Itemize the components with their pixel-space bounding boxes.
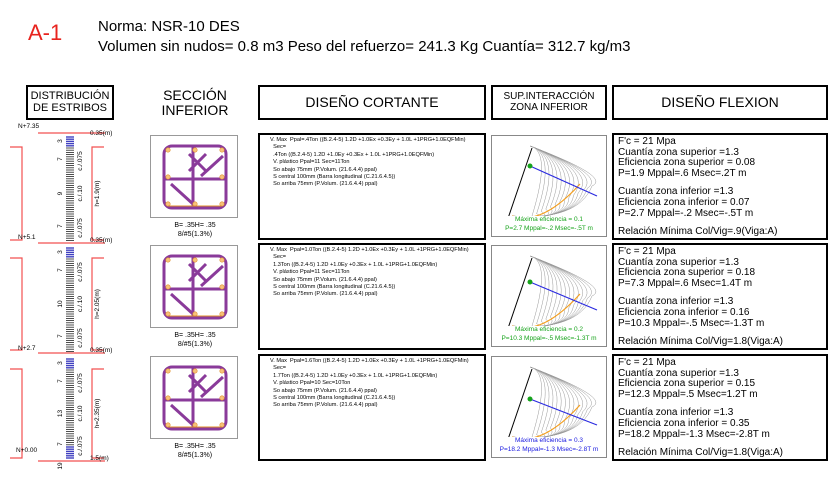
shear-design-panel — [258, 243, 486, 350]
stirrup-distribution — [0, 0, 130, 486]
zone-end-length: 0.35(m) — [90, 237, 113, 244]
header-stirrups: DISTRIBUCIÓN DE ESTRIBOS — [26, 85, 114, 120]
interaction-curve — [512, 184, 580, 216]
shear-line: 1.7Ton ((B.2.4-5) 1.2D +1.0Ey +0.3Ex + 1.0L +1PRG+1.0EQFMin) — [270, 372, 438, 379]
flexion-line: Cuantía zona superior =1.3 — [618, 367, 739, 379]
flexion-line: P=7.3 Mppal=.6 Msec=1.4T m — [618, 277, 753, 289]
shear-line: V. plástico Ppal=11 Sec=11Ton — [270, 159, 350, 166]
shear-line: So arriba 75mm (P.Volum. (21.6.4.4) ppal) — [270, 291, 378, 298]
design-code: Norma: NSR-10 DES — [98, 18, 240, 35]
stirrup-spacing: c./.075 — [77, 436, 84, 456]
section-dims: B= .35H= .35 — [174, 332, 216, 339]
flexion-design-panel — [612, 133, 828, 240]
flexion-line: Relación Mínima Col/Vig=1.8(Viga:A) — [618, 336, 783, 348]
shear-design-panel — [258, 354, 486, 461]
flexion-line: F'c = 21 Mpa — [618, 136, 676, 147]
section-dims: B= .35H= .35 — [174, 443, 216, 450]
rebar-icon — [151, 246, 237, 327]
shear-line: S central 100mm (Barra longitudinal (C.21.6.4.5)) — [270, 174, 396, 181]
header-flexion: DISEÑO FLEXION — [612, 85, 828, 120]
zone-height: h=2.35(m) — [94, 398, 101, 429]
max-efficiency: Máxima eficiencia = 0.2 — [514, 326, 584, 333]
shear-design-panel — [258, 133, 486, 240]
shear-line: 1.3Ton ((B.2.4-5) 1.2D +1.0Ey +0.3Ex + 1.0L +1PRG+1.0EQFMin) — [270, 261, 438, 268]
section-caption — [150, 442, 240, 460]
section-drawing — [150, 356, 238, 439]
interaction-caption — [491, 436, 607, 454]
stirrup-count: 7 — [57, 442, 64, 446]
stirrup-spacing: c./.10 — [77, 185, 84, 202]
flexion-line: Eficiencia zona superior = 0.18 — [618, 267, 756, 279]
section-bars: 8/#5(1.3%) — [177, 231, 213, 238]
stirrup-count: 13 — [57, 409, 64, 418]
section-dims: B= .35H= .35 — [174, 222, 216, 229]
section-caption — [150, 221, 240, 239]
shear-line: .4Ton ((B.2.4-5) 1.2D +1.0Ey +0.3Ex + 1.0L +1PRG+1.0EQFMin) — [270, 151, 435, 158]
flexion-line: Cuantía zona inferior =1.3 — [618, 296, 734, 308]
level-label: N+7.35 — [18, 123, 40, 130]
flexion-design-panel — [612, 354, 828, 461]
level-label: N+0.00 — [16, 447, 38, 454]
stirrup-count: 7 — [57, 334, 64, 338]
load-point-icon — [528, 280, 533, 285]
interaction-values: P=2.7 Mppal=-.2 Msec=-.5T m — [505, 225, 593, 232]
shear-line: V. Max Ppal=1.0Ton ((B.2.4-5) 1.2D +1.0Ex +0.3Ey + 1.0L +1PRG+1.0EQFMin) — [270, 247, 469, 253]
stirrup-spacing: c./.075 — [77, 328, 84, 348]
flexion-line: Cuantía zona superior =1.3 — [618, 256, 739, 268]
shear-line: V. plástico Ppal=11 Sec=11Ton — [270, 269, 350, 276]
max-efficiency: Máxima eficiencia = 0.1 — [514, 216, 584, 223]
section-drawing — [150, 135, 238, 218]
header-section: SECCIÓN INFERIOR — [161, 86, 229, 118]
stirrup-spacing: c./.075 — [77, 262, 84, 282]
element-code: A-1 — [28, 20, 63, 45]
section-bars: 8/#5(1.3%) — [177, 452, 213, 459]
stirrup-count: 7 — [57, 224, 64, 228]
interaction-curve — [512, 405, 580, 437]
stirrup-count: 3 — [57, 139, 64, 143]
header-interaction: SUP.INTERACCIÓN ZONA INFERIOR — [491, 85, 607, 120]
interaction-caption — [491, 325, 607, 343]
rebar-icon — [151, 357, 237, 438]
shear-line: So arriba 75mm (P.Volum. (21.6.4.4) ppal) — [270, 402, 378, 409]
shear-line: So abajo 75mm (P.Volum. (21.6.4.4) ppal) — [270, 166, 377, 173]
shear-line: Sec= — [270, 365, 287, 372]
stirrup-spacing: c./.10 — [77, 405, 84, 422]
interaction-values: P=10.3 Mppal=-.5 Msec=-1.3T m — [501, 335, 597, 342]
flexion-line: Cuantía zona inferior =1.3 — [618, 407, 734, 419]
flexion-line: P=18.2 Mppal=-1.3 Msec=-2.8T m — [618, 428, 770, 440]
stirrup-spacing: c./.075 — [77, 218, 84, 238]
shear-line: S central 100mm (Barra longitudinal (C.21.6.4.5)) — [270, 395, 396, 402]
section-bars: 8/#5(1.3%) — [177, 341, 213, 348]
flexion-line: F'c = 21 Mpa — [618, 246, 676, 257]
summary-line: Volumen sin nudos= 0.8 m3 Peso del refuerzo= 241.3 Kg Cuantía= 312.7 kg/m3 — [98, 38, 631, 55]
shear-line: V. Max Ppal=.4Ton ((B.2.4-5) 1.2D +1.0Ex +0.3Ey + 1.0L +1PRG+1.0EQFMin) — [270, 137, 466, 143]
header-shear: DISEÑO CORTANTE — [258, 85, 486, 120]
flexion-line: P=10.3 Mppal=-.5 Msec=-1.3T m — [618, 317, 765, 329]
zone-end-length: 1.5(m) — [90, 455, 109, 462]
shear-line: V. Max Ppal=1.6Ton ((B.2.4-5) 1.2D +1.0Ex +0.3Ey + 1.0L +1PRG+1.0EQFMin) — [270, 358, 469, 364]
flexion-line: P=2.7 Mppal=-.2 Msec=-.5T m — [618, 207, 754, 219]
flexion-line: Cuantía zona superior =1.3 — [618, 146, 739, 158]
flexion-line: Relación Mínima Col/Vig=1.8(Viga:A) — [618, 447, 783, 459]
flexion-line: Relación Mínima Col/Vig=.9(Viga:A) — [618, 226, 778, 238]
zone-bracket — [10, 147, 22, 240]
level-label: N+5.1 — [18, 234, 36, 241]
stirrup-count: 7 — [57, 268, 64, 272]
stirrup-spacing: c./.075 — [77, 373, 84, 393]
zone-bracket — [10, 369, 22, 458]
interaction-values: P=18.2 Mppal=-1.3 Msec=-2.8T m — [499, 446, 599, 453]
shear-line: Sec= — [270, 144, 287, 151]
stirrup-count: 3 — [57, 361, 64, 365]
stirrup-count: 19 — [57, 462, 64, 470]
stirrup-count: 10 — [57, 300, 64, 308]
stirrup-count: 7 — [57, 157, 64, 161]
flexion-line: Eficiencia zona inferior = 0.35 — [618, 417, 750, 429]
shear-line: So arriba 75mm (P.Volum. (21.6.4.4) ppal) — [270, 181, 378, 188]
flexion-line: Cuantía zona inferior =1.3 — [618, 186, 734, 198]
flexion-line: P=1.9 Mppal=.6 Msec=.2T m — [618, 167, 747, 179]
stirrup-count: 9 — [57, 191, 64, 196]
shear-line: S central 100mm (Barra longitudinal (C.21.6.4.5)) — [270, 284, 396, 291]
interaction-caption — [491, 215, 607, 233]
flexion-line: Eficiencia zona inferior = 0.16 — [618, 306, 750, 318]
flexion-line: Eficiencia zona superior = 0.08 — [618, 157, 756, 169]
rebar-icon — [151, 136, 237, 217]
load-point-icon — [528, 397, 533, 402]
flexion-line: Eficiencia zona inferior = 0.07 — [618, 196, 750, 208]
load-point-icon — [528, 164, 533, 169]
level-label: N+2.7 — [18, 345, 36, 352]
flexion-design-panel — [612, 243, 828, 350]
max-efficiency: Máxima eficiencia = 0.3 — [514, 437, 584, 444]
zone-height: h=1.9(m) — [94, 180, 101, 207]
zone-end-length: 0.35(m) — [90, 347, 113, 354]
top-end-length: 0.35(m) — [90, 130, 113, 137]
flexion-line: F'c = 21 Mpa — [618, 357, 676, 368]
flexion-line: Eficiencia zona superior = 0.15 — [618, 378, 756, 390]
section-drawing — [150, 245, 238, 328]
shear-line: So abajo 75mm (P.Volum. (21.6.4.4) ppal) — [270, 387, 377, 394]
stirrup-spacing: c./.075 — [77, 151, 84, 171]
zone-bracket — [10, 258, 22, 350]
shear-line: V. plástico Ppal=10 Sec=10Ton — [270, 380, 351, 387]
flexion-line: P=12.3 Mppal=.5 Msec=1.2T m — [618, 388, 758, 400]
stirrup-count: 7 — [57, 379, 64, 383]
zone-height: h=2.05(m) — [94, 289, 101, 319]
stirrup-spacing: c./.10 — [77, 296, 84, 312]
shear-line: So abajo 75mm (P.Volum. (21.6.4.4) ppal) — [270, 276, 377, 283]
shear-line: Sec= — [270, 254, 287, 261]
section-caption — [150, 331, 240, 349]
stirrup-count: 3 — [57, 250, 64, 254]
